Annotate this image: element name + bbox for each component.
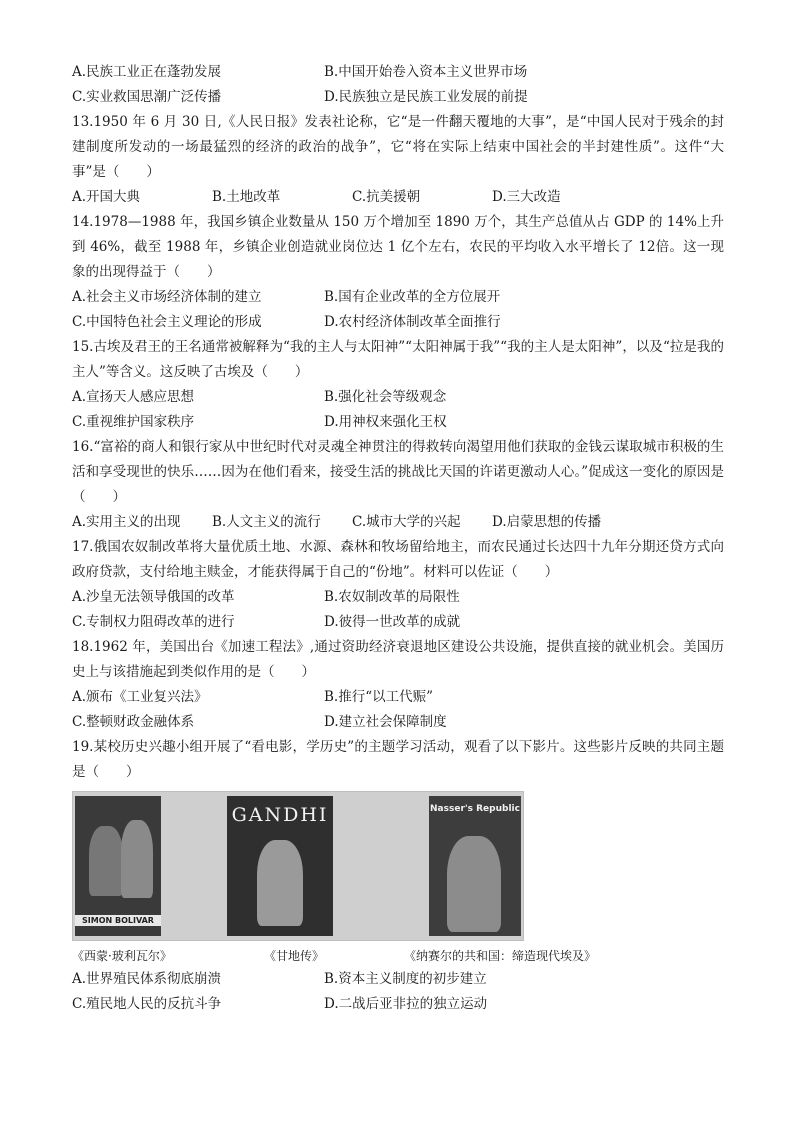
q12-option-c[interactable]: C.实业救国思潮广泛传播 <box>72 89 222 105</box>
q19-option-b[interactable]: B.资本主义制度的初步建立 <box>324 971 487 987</box>
q15-option-b[interactable]: B.强化社会等级观念 <box>324 389 447 405</box>
q19-option-c[interactable]: C.殖民地人民的反抗斗争 <box>72 996 222 1012</box>
movie-posters-image <box>72 791 524 941</box>
q15-option-c[interactable]: C.重视维护国家秩序 <box>72 414 195 430</box>
q14-options-row-1 <box>72 285 724 310</box>
q15-option-d[interactable]: D.用神权来强化王权 <box>324 414 447 430</box>
q14-option-d[interactable]: D.农村经济体制改革全面推行 <box>324 314 501 330</box>
q17-option-c[interactable]: C.专制权力阻碍改革的进行 <box>72 614 235 630</box>
q18-options-row-2 <box>72 710 724 735</box>
q18-option-a[interactable]: A.颁布《工业复兴法》 <box>72 689 208 705</box>
poster-simon-bolivar <box>75 796 161 936</box>
q13-option-b[interactable]: B.土地改革 <box>212 189 281 205</box>
q16-stem: 16.“富裕的商人和银行家从中世纪时代对灵魂全神贯注的得救转向渴望用他们获取的金钱云谋取城市积极的生活和享受现世的快乐……因为在他们看来，接受生活的挑战比天国的许诺更激动人心。”促成这一变化的原因是（ ） <box>72 439 724 505</box>
q13-option-a[interactable]: A.开国大典 <box>72 189 141 205</box>
q19-stem: 19.某校历史兴趣小组开展了“看电影，学历史”的主题学习活动，观看了以下影片。这些影片反映的共同主题是（ ） <box>72 739 724 780</box>
q19-option-d[interactable]: D.二战后亚非拉的独立运动 <box>324 996 488 1012</box>
q12-option-a[interactable]: A.民族工业正在蓬勃发展 <box>72 64 222 80</box>
poster-figure <box>89 826 123 896</box>
poster-gandhi <box>227 796 333 936</box>
caption-gandhi: 《甘地传》 <box>264 949 325 963</box>
q18-option-b[interactable]: B.推行“以工代赈” <box>324 689 434 705</box>
q13-options <box>72 185 724 210</box>
poster-1-title: SIMON BOLIVAR <box>75 915 161 926</box>
q12-options-row-2 <box>72 85 724 110</box>
q19-option-a[interactable]: A.世界殖民体系彻底崩溃 <box>72 971 222 987</box>
exam-page <box>72 60 724 1017</box>
q17-stem: 17.俄国农奴制改革将大量优质土地、水源、森林和牧场留给地主，而农民通过长达四十九年分期还贷方式向政府贷款，支付给地主赎金，才能获得属于自己的“份地”。材料可以佐证（ ） <box>72 539 724 580</box>
q13-stem: 13.1950 年 6 月 30 日,《人民日报》发表社论称，它“是一件翻天覆地的大事”，是“中国人民对于残余的封建制度所发动的一场最猛烈的经济的政治的战争”，它“将在实际上结束中国社会的半封建性质”。这件“大事”是（ ） <box>72 114 724 180</box>
poster-captions <box>72 945 724 967</box>
q12-options-row-1 <box>72 60 724 85</box>
q16-option-b[interactable]: B.人文主义的流行 <box>212 514 321 530</box>
q12-option-b[interactable]: B.中国开始卷入资本主义世界市场 <box>324 64 528 80</box>
q14-options-row-2 <box>72 310 724 335</box>
poster-figure <box>121 820 153 898</box>
q18-options-row-1 <box>72 685 724 710</box>
q14-option-c[interactable]: C.中国特色社会主义理论的形成 <box>72 314 262 330</box>
poster-figure <box>447 836 501 932</box>
q18-stem: 18.1962 年，美国出台《加速工程法》,通过资助经济衰退地区建设公共设施，提供直接的就业机会。美国历史上与该措施起到类似作用的是（ ） <box>72 639 724 680</box>
poster-figure <box>257 840 303 926</box>
q16-options <box>72 510 724 535</box>
q17-options-row-2 <box>72 610 724 635</box>
q18-option-d[interactable]: D.建立社会保障制度 <box>324 714 447 730</box>
q18-option-c[interactable]: C.整顿财政金融体系 <box>72 714 195 730</box>
q14-stem: 14.1978—1988 年，我国乡镇企业数量从 150 万个增加至 1890 万个，其生产总值从占 GDP 的 14%上升到 46%，截至 1988 年，乡镇企业创造就业岗位达 1 亿个左右，农民的平均收入水平增长了 12倍。这一现象的出现得益于（ ） <box>72 214 724 280</box>
q19-options-row-1 <box>72 967 724 992</box>
q13-option-d[interactable]: D.三大改造 <box>492 189 561 205</box>
q19-options-row-2 <box>72 992 724 1017</box>
q15-stem: 15.古埃及君王的王名通常被解释为“我的主人与太阳神”“太阳神属于我”“我的主人是太阳神”，以及“拉是我的主人”等含义。这反映了古埃及（ ） <box>72 339 724 380</box>
q14-option-a[interactable]: A.社会主义市场经济体制的建立 <box>72 289 262 305</box>
q17-options-row-1 <box>72 585 724 610</box>
q15-options-row-1 <box>72 385 724 410</box>
q17-option-a[interactable]: A.沙皇无法领导俄国的改革 <box>72 589 235 605</box>
q16-option-a[interactable]: A.实用主义的出现 <box>72 514 181 530</box>
q15-options-row-2 <box>72 410 724 435</box>
q12-option-d[interactable]: D.民族独立是民族工业发展的前提 <box>324 89 528 105</box>
caption-simon-bolivar: 《西蒙·玻利瓦尔》 <box>72 949 172 963</box>
poster-nassers-republic <box>429 796 521 936</box>
q15-option-a[interactable]: A.宣扬天人感应思想 <box>72 389 195 405</box>
q17-option-d[interactable]: D.彼得一世改革的成就 <box>324 614 461 630</box>
poster-3-title: Nasser's Republic <box>430 804 520 814</box>
q14-option-b[interactable]: B.国有企业改革的全方位展开 <box>324 289 501 305</box>
caption-nasser: 《纳赛尔的共和国：缔造现代埃及》 <box>404 949 597 963</box>
q16-option-d[interactable]: D.启蒙思想的传播 <box>492 514 602 530</box>
q16-option-c[interactable]: C.城市大学的兴起 <box>352 514 461 530</box>
q13-option-c[interactable]: C.抗美援朝 <box>352 189 421 205</box>
poster-2-title: GANDHI <box>231 804 329 826</box>
q17-option-b[interactable]: B.农奴制改革的局限性 <box>324 589 460 605</box>
